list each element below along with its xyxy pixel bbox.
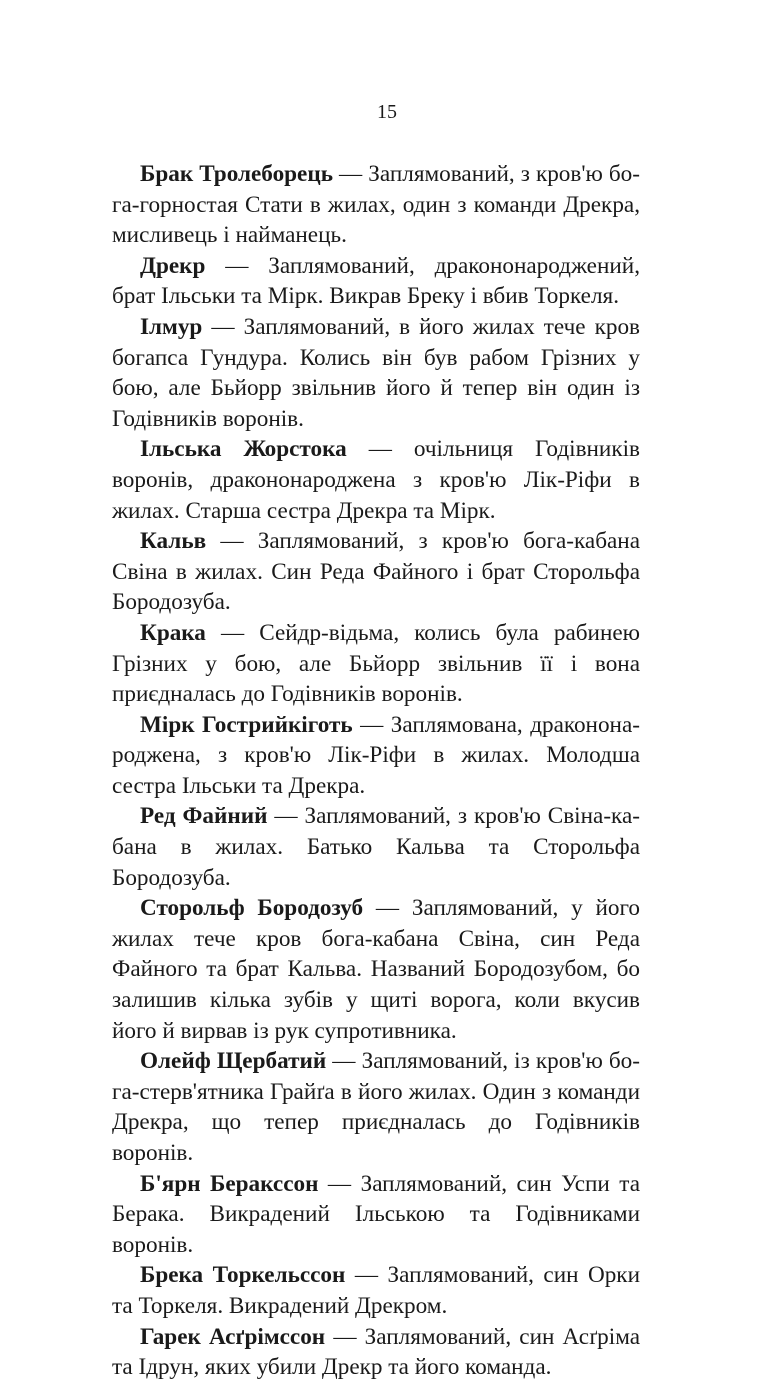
character-description: — Заплямований, із кров'ю бога-стерв'ятника Грайґа в його жилах. Один з команди Дрекра, що тепер приєдналась до Годівників воронів. (112, 1048, 641, 1166)
character-entry (112, 312, 640, 434)
character-name: Брак Тролеборець (140, 161, 333, 187)
page-number: 15 (377, 101, 397, 123)
character-name: Дрекр (140, 252, 206, 279)
character-description: — Заплямований, з кров'ю бога-горностая Стати в жилах, один з команди Дрекра, мисливець і найманець. (112, 161, 641, 249)
character-description: — Сейдр-відьма, колись була рабинею Грізних у бою, але Бьйорр звільнив її і вона приєдналась до Годівників воронів. (112, 619, 640, 708)
character-description: — Заплямований, син Асґріма та Ідрун, яких убили Дрекр та його команда. (112, 1323, 640, 1381)
character-entry (112, 434, 640, 526)
character-name: Олейф Щербатий (140, 1048, 327, 1075)
character-name: Гарек Асґрімссон (140, 1323, 326, 1350)
character-description: — очільниця Годівників воронів, дракононароджена з кров'ю Лік-Ріфи в жилах. Старша сестра Дрекра та Мірк. (112, 436, 640, 524)
character-name: Ред Файний (140, 803, 268, 830)
character-entry (112, 1169, 640, 1261)
character-description: — Заплямована, дракононароджена, з кров'ю Лік-Ріфи в жилах. Молодша сестра Ільськи та Дрекра. (112, 711, 640, 799)
character-entry (112, 1322, 640, 1383)
character-name: Ілмур (140, 313, 203, 340)
character-entry (112, 1046, 640, 1168)
character-description: — Заплямований, з кров'ю бога-кабана Свіна в жилах. Син Реда Файного і брат Сторольфа Бородозуба. (112, 528, 640, 616)
character-entry (112, 893, 640, 1046)
character-entry (112, 526, 640, 618)
character-name: Сторольф Бородозуб (140, 895, 364, 922)
character-description: — Заплямований, дракононароджений, брат Ільськи та Мірк. Викрав Бреку і вбив Торкеля. (112, 252, 640, 310)
character-name: Кальв (140, 528, 207, 555)
character-name: Мірк Гострийкіготь (140, 711, 353, 738)
character-entry (112, 1260, 640, 1321)
character-description: — Заплямований, у його жилах тече кров бога-кабана Свіна, син Реда Файного та брат Кальва. Названий Бородозубом, бо залишив кілька зубів у щиті ворога, коли вкусив його й вирвав із рук супротивника. (112, 895, 640, 1044)
character-description: — Заплямований, з кров'ю Свіна-кабана в жилах. Батько Кальва та Сторольфа Бородозуба. (112, 803, 640, 891)
character-description: — Заплямований, в його жилах тече кров богапса Гундура. Колись він був рабом Грізних у бою, але Бьйорр звільнив його й тепер він один із Годівників воронів. (112, 313, 640, 432)
character-name: Ільська Жорстока (140, 436, 347, 463)
character-name: Крака (140, 619, 206, 646)
character-entry (112, 618, 640, 710)
character-entry (112, 159, 640, 251)
character-list (112, 159, 640, 1383)
character-name: Брека Торкельссон (140, 1262, 346, 1289)
character-name: Б'ярн Бераксcон (140, 1170, 319, 1197)
character-description: — Заплямований, син Успи та Берака. Викрадений Ільською та Годівниками воронів. (112, 1170, 640, 1258)
character-description: — Заплямований, син Орки та Торкеля. Викрадений Дрекром. (112, 1262, 640, 1319)
character-entry (112, 251, 640, 312)
character-entry (112, 801, 640, 893)
character-entry (112, 710, 640, 802)
